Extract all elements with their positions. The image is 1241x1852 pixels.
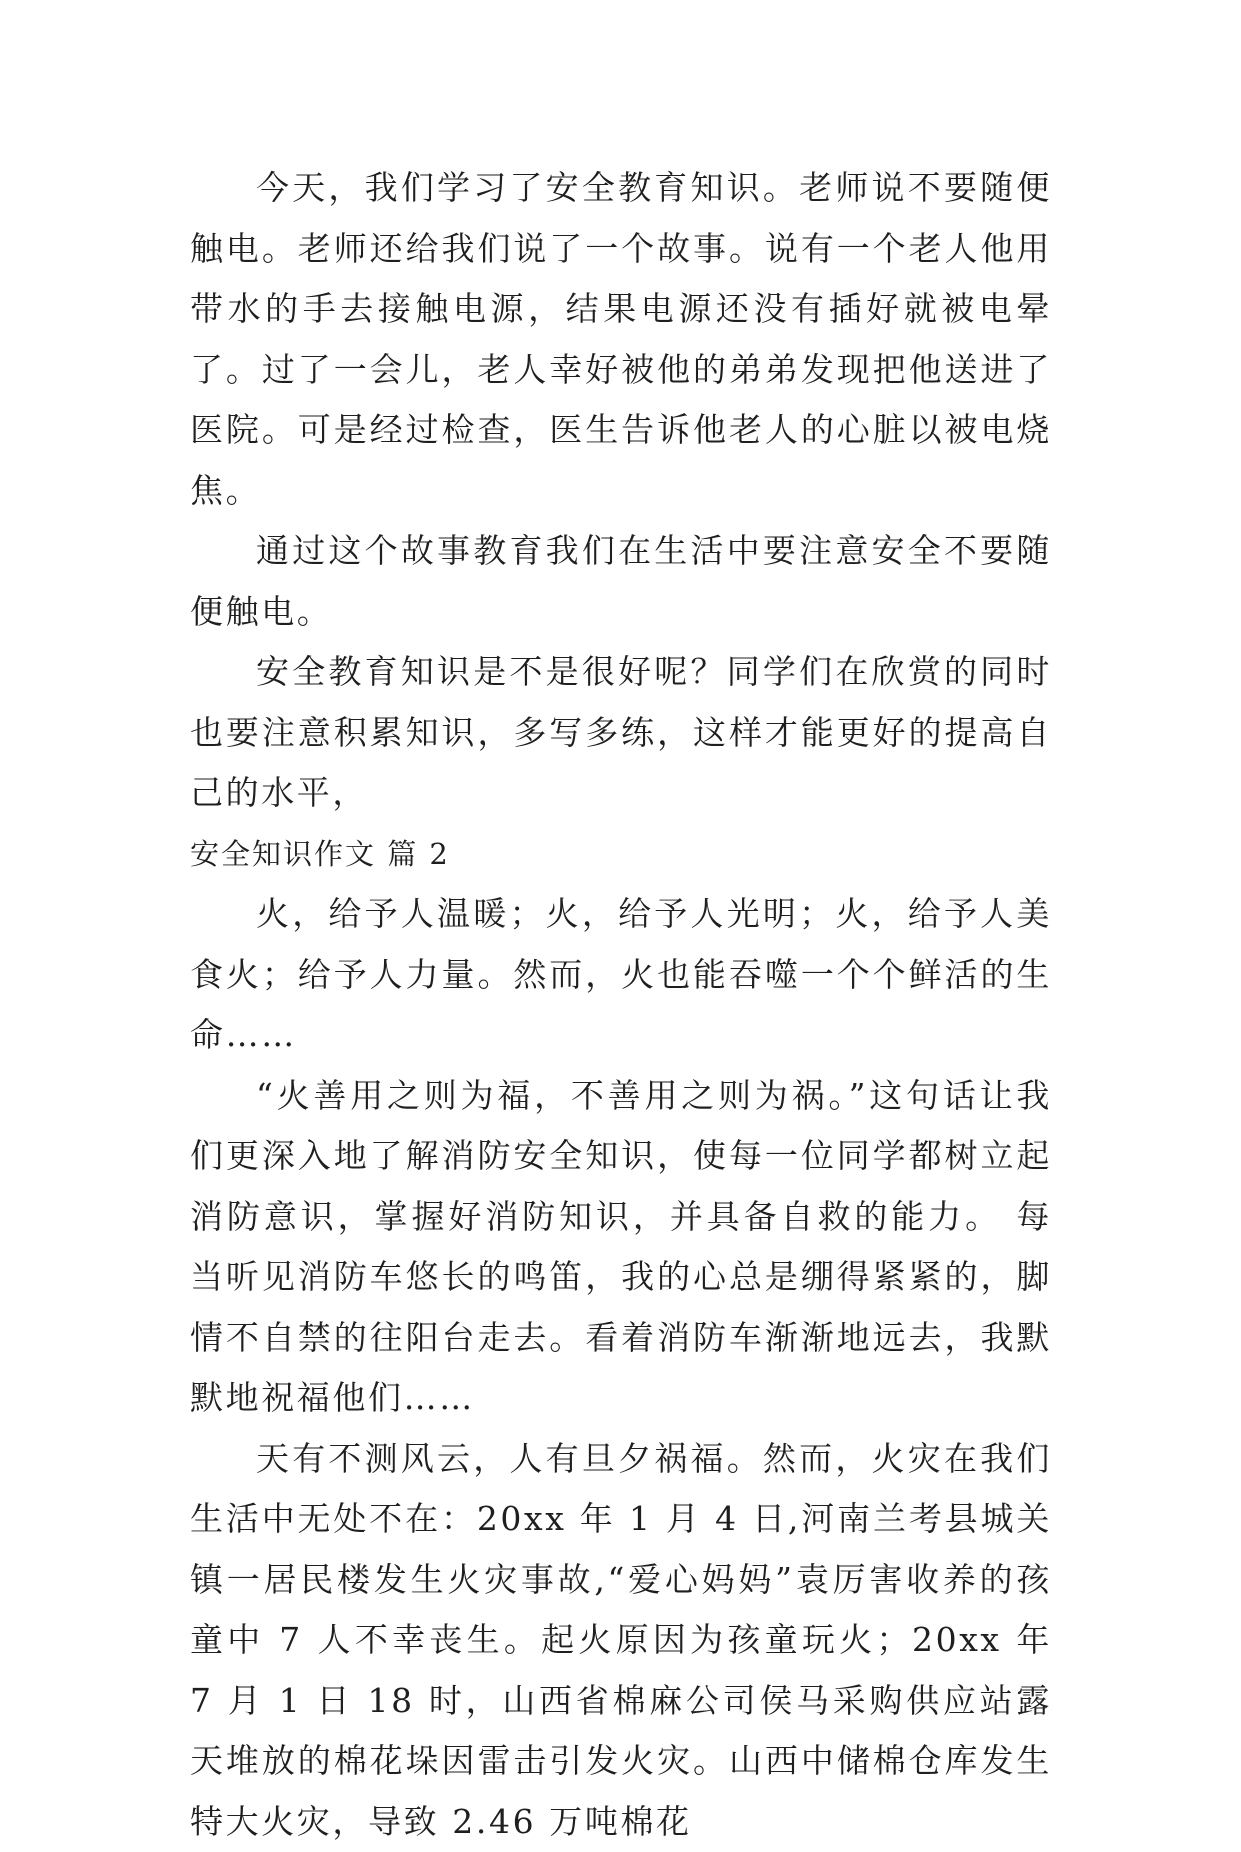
paragraph-fire-intro: 火，给予人温暖；火，给予人光明；火，给予人美食火；给予人力量。然而，火也能吞噬一个个鲜活的生命…… (190, 884, 1052, 1066)
paragraph-story-moral: 通过这个故事教育我们在生活中要注意安全不要随便触电。 (190, 521, 1052, 642)
document-body (190, 158, 1052, 1852)
paragraph-fire-proverb: “火善用之则为福，不善用之则为祸。”这句话让我们更深入地了解消防安全知识，使每一位同学都树立起消防意识，掌握好消防知识，并具备自救的能力。 每当听见消防车悠长的鸣笛，我的心总是绷得紧紧的，脚情不自禁的往阳台走去。看着消防车渐渐地远去，我默默地祝福他们…… (190, 1066, 1052, 1429)
paragraph-safety-lesson: 今天，我们学习了安全教育知识。老师说不要随便触电。老师还给我们说了一个故事。说有一个老人他用带水的手去接触电源，结果电源还没有插好就被电晕了。过了一会儿，老人幸好被他的弟弟发现把他送进了医院。可是经过检查，医生告诉他老人的心脏以被电烧焦。 (190, 158, 1052, 521)
paragraph-closing-note: 安全教育知识是不是很好呢？同学们在欣赏的同时也要注意积累知识，多写多练，这样才能更好的提高自己的水平， (190, 642, 1052, 824)
section-heading: 安全知识作文 篇 2 (190, 824, 1052, 885)
paragraph-fire-incidents: 天有不测风云，人有旦夕祸福。然而，火灾在我们生活中无处不在：20xx 年 1 月 4 日,河南兰考县城关镇一居民楼发生火灾事故,“爱心妈妈”袁厉害收养的孩童中 7 人不幸丧生。起火原因为孩童玩火；20xx 年 7 月 1 日 18 时，山西省棉麻公司侯马采购供应站露天堆放的棉花垛因雷击引发火灾。山西中储棉仓库发生特大火灾，导致 2.46 万吨棉花 (190, 1429, 1052, 1852)
